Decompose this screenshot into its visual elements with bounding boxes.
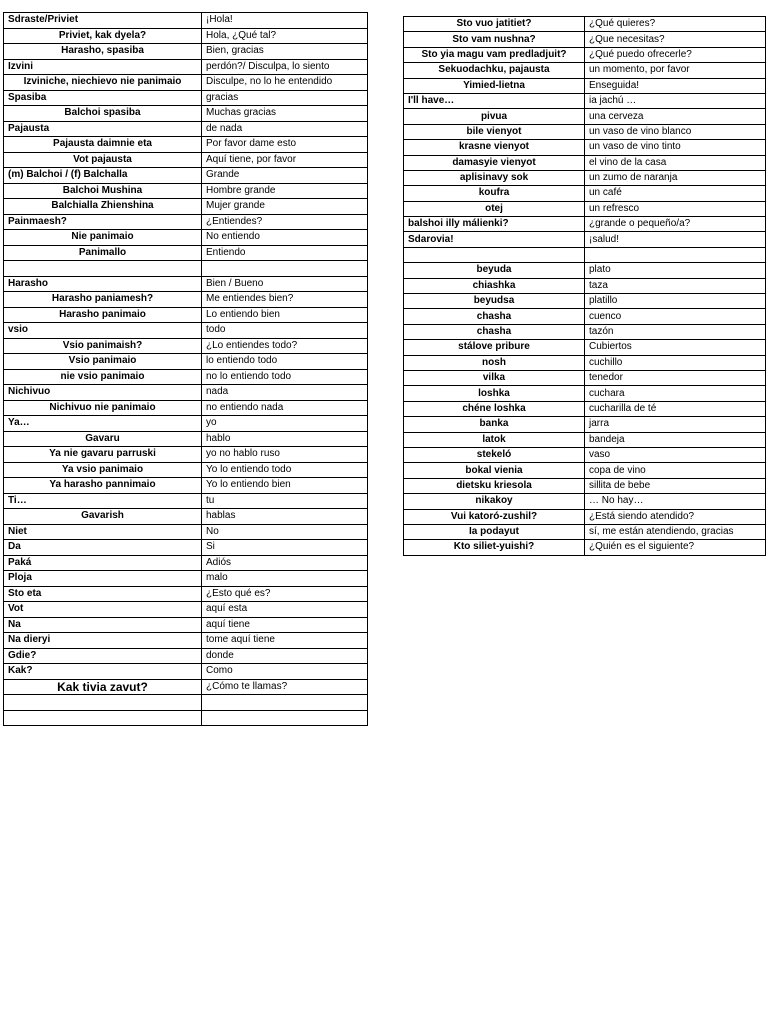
table-row xyxy=(404,447,766,462)
table-row xyxy=(4,276,368,292)
table-row xyxy=(4,90,368,106)
russian-phrase-cell: Paká xyxy=(4,555,202,571)
table-row xyxy=(4,586,368,602)
russian-phrase-cell: Gavaru xyxy=(4,431,202,447)
spanish-translation-cell: ¿Esto qué es? xyxy=(202,586,368,602)
russian-phrase-cell: chasha xyxy=(404,309,585,324)
table-row xyxy=(4,385,368,401)
table-row xyxy=(404,140,766,155)
table-row xyxy=(404,17,766,32)
spanish-translation-cell: jarra xyxy=(585,417,766,432)
table-row xyxy=(404,509,766,524)
russian-phrase-cell: nie vsio panimaio xyxy=(4,369,202,385)
spanish-translation-cell: un refresco xyxy=(585,201,766,216)
spanish-translation-cell: Mujer grande xyxy=(202,199,368,215)
russian-phrase-cell: Harasho xyxy=(4,276,202,292)
russian-phrase-cell: chéne loshka xyxy=(404,401,585,416)
russian-phrase-cell: Priviet, kak dyela? xyxy=(4,28,202,44)
table-row xyxy=(404,124,766,139)
russian-phrase-cell: pivua xyxy=(404,109,585,124)
russian-phrase-cell: Harasho, spasiba xyxy=(4,44,202,60)
russian-phrase-cell: I'll have… xyxy=(404,93,585,108)
spanish-translation-cell: Hombre grande xyxy=(202,183,368,199)
table-row xyxy=(404,478,766,493)
russian-phrase-cell: Spasiba xyxy=(4,90,202,106)
table-row xyxy=(404,217,766,232)
spanish-translation-cell: ¿Está siendo atendido? xyxy=(585,509,766,524)
table-row xyxy=(4,137,368,153)
spanish-translation-cell: ¿Qué puedo ofrecerle? xyxy=(585,47,766,62)
spanish-translation-cell: no lo entiendo todo xyxy=(202,369,368,385)
table-row xyxy=(404,401,766,416)
russian-phrase-cell: Sto yia magu vam predladjuit? xyxy=(404,47,585,62)
table-row xyxy=(4,13,368,29)
spanish-translation-cell: ¿Entiendes? xyxy=(202,214,368,230)
russian-phrase-cell: Na dieryi xyxy=(4,633,202,649)
table-row xyxy=(4,106,368,122)
spanish-translation-cell: nada xyxy=(202,385,368,401)
spanish-translation-cell: Yo lo entiendo bien xyxy=(202,478,368,494)
russian-phrase-cell: vilka xyxy=(404,370,585,385)
russian-phrase-cell: Vsio panimaio xyxy=(4,354,202,370)
spanish-translation-cell: Enseguida! xyxy=(585,78,766,93)
spanish-translation-cell: tenedor xyxy=(585,370,766,385)
table-row xyxy=(404,63,766,78)
spanish-translation-cell: Bien / Bueno xyxy=(202,276,368,292)
russian-phrase-cell: bile vienyot xyxy=(404,124,585,139)
spanish-translation-cell xyxy=(202,261,368,277)
spanish-translation-cell xyxy=(585,247,766,262)
russian-phrase-cell: beyudsa xyxy=(404,294,585,309)
table-row xyxy=(4,431,368,447)
table-row xyxy=(4,214,368,230)
russian-phrase-cell: Yimied-lietna xyxy=(404,78,585,93)
table-row xyxy=(4,679,368,695)
table-row xyxy=(4,524,368,540)
table-row xyxy=(404,370,766,385)
spanish-translation-cell: aquí esta xyxy=(202,602,368,618)
table-row xyxy=(4,400,368,416)
russian-phrase-cell: Gavarish xyxy=(4,509,202,525)
spanish-translation-cell: Lo entiendo bien xyxy=(202,307,368,323)
spanish-translation-cell: cuchara xyxy=(585,386,766,401)
table-row xyxy=(404,386,766,401)
table-row xyxy=(4,183,368,199)
table-row xyxy=(404,109,766,124)
spanish-translation-cell: bandeja xyxy=(585,432,766,447)
russian-phrase-cell: Vot xyxy=(4,602,202,618)
spanish-translation-cell: tazón xyxy=(585,324,766,339)
spanish-translation-cell: un café xyxy=(585,186,766,201)
table-row xyxy=(404,170,766,185)
russian-phrase-cell: Ya… xyxy=(4,416,202,432)
table-row xyxy=(404,78,766,93)
spanish-translation-cell: ¿grande o pequeño/a? xyxy=(585,217,766,232)
russian-phrase-cell: nosh xyxy=(404,355,585,370)
russian-phrase-cell: chasha xyxy=(404,324,585,339)
table-row xyxy=(404,540,766,555)
table-row xyxy=(404,232,766,247)
table-row xyxy=(404,524,766,539)
spanish-translation-cell: copa de vino xyxy=(585,463,766,478)
russian-phrase-cell: koufra xyxy=(404,186,585,201)
russian-phrase-cell: stálove pribure xyxy=(404,340,585,355)
russian-phrase-cell: Sto eta xyxy=(4,586,202,602)
table-row xyxy=(4,28,368,44)
russian-phrase-cell: Sto vuo jatitiet? xyxy=(404,17,585,32)
spanish-translation-cell: ¿Que necesitas? xyxy=(585,32,766,47)
spanish-translation-cell: aquí tiene xyxy=(202,617,368,633)
russian-phrase-cell: (m) Balchoi / (f) Balchalla xyxy=(4,168,202,184)
spanish-translation-cell: ¡Hola! xyxy=(202,13,368,29)
russian-phrase-cell: Pajausta xyxy=(4,121,202,137)
table-row xyxy=(4,230,368,246)
spanish-translation-cell: lo entiendo todo xyxy=(202,354,368,370)
table-row xyxy=(4,245,368,261)
russian-phrase-cell: Ploja xyxy=(4,571,202,587)
table-row xyxy=(4,199,368,215)
table-row xyxy=(404,32,766,47)
russian-phrase-cell: beyuda xyxy=(404,263,585,278)
russian-phrase-cell: Vui katoró-zushil? xyxy=(404,509,585,524)
table-row xyxy=(4,710,368,726)
table-row xyxy=(404,340,766,355)
russian-phrase-cell xyxy=(4,695,202,711)
spanish-translation-cell: ia jachú … xyxy=(585,93,766,108)
russian-phrase-cell: Gdie? xyxy=(4,648,202,664)
phrase-table-right xyxy=(403,16,766,556)
table-row xyxy=(4,633,368,649)
russian-phrase-cell: stekeló xyxy=(404,447,585,462)
spanish-translation-cell: ¿Qué quieres? xyxy=(585,17,766,32)
table-row xyxy=(4,478,368,494)
table-row xyxy=(404,309,766,324)
russian-phrase-cell: Harasho paniamesh? xyxy=(4,292,202,308)
russian-phrase-cell: Nichivuo xyxy=(4,385,202,401)
phrase-table-right-body xyxy=(404,17,766,556)
spanish-translation-cell: gracias xyxy=(202,90,368,106)
spanish-translation-cell: taza xyxy=(585,278,766,293)
table-row xyxy=(4,602,368,618)
table-row xyxy=(4,695,368,711)
spanish-translation-cell: Yo lo entiendo todo xyxy=(202,462,368,478)
russian-phrase-cell: latok xyxy=(404,432,585,447)
spanish-translation-cell: perdón?/ Disculpa, lo siento xyxy=(202,59,368,75)
table-row xyxy=(4,152,368,168)
russian-phrase-cell: Niet xyxy=(4,524,202,540)
spanish-translation-cell: yo no hablo ruso xyxy=(202,447,368,463)
spanish-translation-cell: hablas xyxy=(202,509,368,525)
russian-phrase-cell: aplisinavy sok xyxy=(404,170,585,185)
russian-phrase-cell: bokal vienia xyxy=(404,463,585,478)
table-row xyxy=(404,494,766,509)
table-row xyxy=(4,121,368,137)
table-row xyxy=(4,447,368,463)
spanish-translation-cell: un vaso de vino tinto xyxy=(585,140,766,155)
table-row xyxy=(404,278,766,293)
spanish-translation-cell: yo xyxy=(202,416,368,432)
russian-phrase-cell: Balchialla Zhienshina xyxy=(4,199,202,215)
table-row xyxy=(404,355,766,370)
russian-phrase-cell: Sto vam nushna? xyxy=(404,32,585,47)
spanish-translation-cell: Bien, gracias xyxy=(202,44,368,60)
russian-phrase-cell: Balchoi spasiba xyxy=(4,106,202,122)
spanish-translation-cell: no entiendo nada xyxy=(202,400,368,416)
russian-phrase-cell: Da xyxy=(4,540,202,556)
russian-phrase-cell: otej xyxy=(404,201,585,216)
table-row xyxy=(4,307,368,323)
russian-phrase-cell: chiashka xyxy=(404,278,585,293)
russian-phrase-cell: dietsku kriesola xyxy=(404,478,585,493)
russian-phrase-cell: krasne vienyot xyxy=(404,140,585,155)
spanish-translation-cell: malo xyxy=(202,571,368,587)
table-row xyxy=(4,44,368,60)
russian-phrase-cell: Nie panimaio xyxy=(4,230,202,246)
spanish-translation-cell: No xyxy=(202,524,368,540)
table-row xyxy=(404,47,766,62)
spanish-translation-cell: ¿Quién es el siguiente? xyxy=(585,540,766,555)
table-row xyxy=(4,462,368,478)
russian-phrase-cell: Painmaesh? xyxy=(4,214,202,230)
table-row xyxy=(4,261,368,277)
russian-phrase-cell: Vsio panimaish? xyxy=(4,338,202,354)
russian-phrase-cell xyxy=(404,247,585,262)
spanish-translation-cell xyxy=(202,695,368,711)
russian-phrase-cell: Ti… xyxy=(4,493,202,509)
table-row xyxy=(404,155,766,170)
table-row xyxy=(404,432,766,447)
table-row xyxy=(404,463,766,478)
spanish-translation-cell xyxy=(202,710,368,726)
table-row xyxy=(404,186,766,201)
table-row xyxy=(4,354,368,370)
table-row xyxy=(4,168,368,184)
phrase-table-left xyxy=(3,12,368,726)
table-row xyxy=(404,294,766,309)
russian-phrase-cell: Sekuodachku, pajausta xyxy=(404,63,585,78)
russian-phrase-cell: Sdarovia! xyxy=(404,232,585,247)
spanish-translation-cell: de nada xyxy=(202,121,368,137)
table-row xyxy=(4,664,368,680)
russian-phrase-cell: Ya nie gavaru parruski xyxy=(4,447,202,463)
spanish-translation-cell: Muchas gracias xyxy=(202,106,368,122)
table-row xyxy=(4,338,368,354)
table-row xyxy=(404,201,766,216)
table-row xyxy=(4,59,368,75)
spanish-translation-cell: Si xyxy=(202,540,368,556)
russian-phrase-cell: Panimallo xyxy=(4,245,202,261)
table-row xyxy=(404,263,766,278)
russian-phrase-cell: Ia podayut xyxy=(404,524,585,539)
spanish-translation-cell: un vaso de vino blanco xyxy=(585,124,766,139)
spanish-translation-cell: plato xyxy=(585,263,766,278)
russian-phrase-cell: Ya harasho pannimaio xyxy=(4,478,202,494)
spanish-translation-cell: cuenco xyxy=(585,309,766,324)
table-row xyxy=(4,648,368,664)
spanish-translation-cell: un zumo de naranja xyxy=(585,170,766,185)
table-row xyxy=(4,323,368,339)
spanish-translation-cell: ¡salud! xyxy=(585,232,766,247)
spanish-translation-cell: Grande xyxy=(202,168,368,184)
spanish-translation-cell: Adiós xyxy=(202,555,368,571)
russian-phrase-cell: vsio xyxy=(4,323,202,339)
table-row xyxy=(4,416,368,432)
spanish-translation-cell: vaso xyxy=(585,447,766,462)
spanish-translation-cell: Hola, ¿Qué tal? xyxy=(202,28,368,44)
russian-phrase-cell: Nichivuo nie panimaio xyxy=(4,400,202,416)
table-row xyxy=(4,75,368,91)
spanish-translation-cell: ¿Lo entiendes todo? xyxy=(202,338,368,354)
russian-phrase-cell: Kak? xyxy=(4,664,202,680)
russian-phrase-cell: Na xyxy=(4,617,202,633)
spanish-translation-cell: una cerveza xyxy=(585,109,766,124)
table-row xyxy=(4,571,368,587)
phrase-table-left-body xyxy=(4,13,368,726)
table-row xyxy=(404,324,766,339)
table-row xyxy=(4,509,368,525)
spanish-translation-cell: Aquí tiene, por favor xyxy=(202,152,368,168)
spanish-translation-cell: Como xyxy=(202,664,368,680)
spanish-translation-cell: Disculpe, no lo he entendido xyxy=(202,75,368,91)
russian-phrase-cell: nikakoy xyxy=(404,494,585,509)
table-row xyxy=(4,555,368,571)
table-row xyxy=(404,247,766,262)
russian-phrase-cell: Izvini xyxy=(4,59,202,75)
table-row xyxy=(4,617,368,633)
spanish-translation-cell: No entiendo xyxy=(202,230,368,246)
table-row xyxy=(4,292,368,308)
spanish-translation-cell: Me entiendes bien? xyxy=(202,292,368,308)
spanish-translation-cell: platillo xyxy=(585,294,766,309)
russian-phrase-cell xyxy=(4,261,202,277)
russian-phrase-cell: Kak tivia zavut? xyxy=(4,679,202,695)
spanish-translation-cell: sí, me están atendiendo, gracias xyxy=(585,524,766,539)
russian-phrase-cell xyxy=(4,710,202,726)
spanish-translation-cell: cuchillo xyxy=(585,355,766,370)
russian-phrase-cell: Pajausta daimnie eta xyxy=(4,137,202,153)
table-row xyxy=(4,369,368,385)
spanish-translation-cell: donde xyxy=(202,648,368,664)
spanish-translation-cell: un momento, por favor xyxy=(585,63,766,78)
spanish-translation-cell: Cubiertos xyxy=(585,340,766,355)
table-row xyxy=(4,493,368,509)
spanish-translation-cell: ¿Cómo te llamas? xyxy=(202,679,368,695)
spanish-translation-cell: cucharilla de té xyxy=(585,401,766,416)
spanish-translation-cell: todo xyxy=(202,323,368,339)
russian-phrase-cell: Sdraste/Priviet xyxy=(4,13,202,29)
spanish-translation-cell: Por favor dame esto xyxy=(202,137,368,153)
russian-phrase-cell: Kto siliet-yuishi? xyxy=(404,540,585,555)
russian-phrase-cell: loshka xyxy=(404,386,585,401)
spanish-translation-cell: Entiendo xyxy=(202,245,368,261)
table-row xyxy=(404,417,766,432)
table-row xyxy=(404,93,766,108)
russian-phrase-cell: Izviniche, niechievo nie panimaio xyxy=(4,75,202,91)
russian-phrase-cell: damasyie vienyot xyxy=(404,155,585,170)
spanish-translation-cell: … No hay… xyxy=(585,494,766,509)
russian-phrase-cell: Vot pajausta xyxy=(4,152,202,168)
russian-phrase-cell: Balchoi Mushina xyxy=(4,183,202,199)
russian-phrase-cell: banka xyxy=(404,417,585,432)
table-row xyxy=(4,540,368,556)
spanish-translation-cell: sillita de bebe xyxy=(585,478,766,493)
russian-phrase-cell: Ya vsio panimaio xyxy=(4,462,202,478)
russian-phrase-cell: balshoi illy málienki? xyxy=(404,217,585,232)
spanish-translation-cell: el vino de la casa xyxy=(585,155,766,170)
spanish-translation-cell: hablo xyxy=(202,431,368,447)
russian-phrase-cell: Harasho panimaio xyxy=(4,307,202,323)
spanish-translation-cell: tome aquí tiene xyxy=(202,633,368,649)
spanish-translation-cell: tu xyxy=(202,493,368,509)
